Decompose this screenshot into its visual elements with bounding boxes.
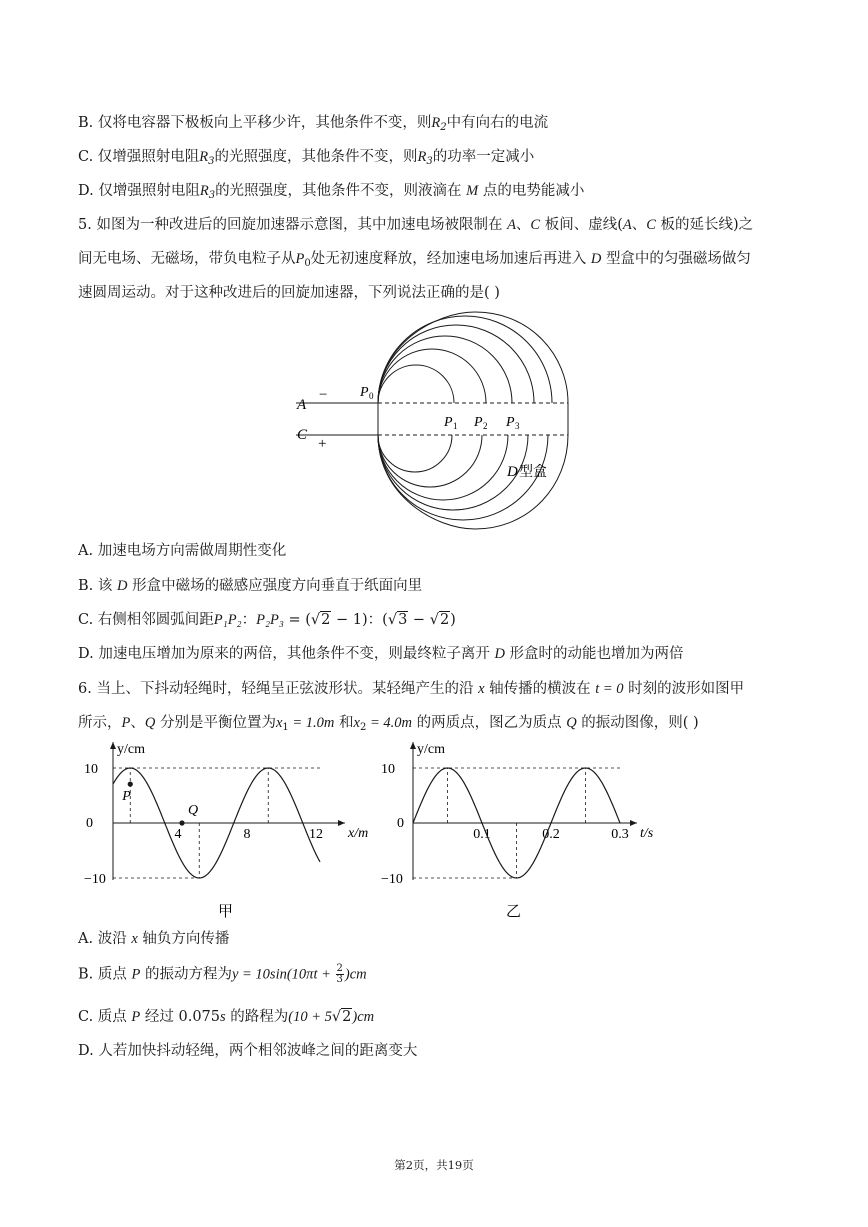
q4-option-b: B. 仅将电容器下极板向上平移少许，其他条件不变，则$R_2$中有向右的电流: [78, 115, 549, 133]
plate-c-label: C: [297, 427, 308, 443]
svg-text:1: 1: [453, 421, 458, 431]
origin-label: 0: [397, 816, 404, 831]
q6-option-d: D. 人若加快抖动轻绳，两个相邻波峰之间的距离变大: [78, 1043, 418, 1059]
svg-text:P: P: [474, 415, 483, 430]
x-tick-label: 0.3: [611, 827, 629, 842]
q5-option-a: A. 加速电场方向需做周期性变化: [78, 543, 287, 559]
q5-stem-line3: 速圆周运动。对于这种改进后的回旋加速器，下列说法正确的是( ): [78, 285, 500, 301]
p3-label: [505, 415, 520, 431]
p1-label: [443, 415, 458, 431]
svg-text:P: P: [506, 415, 515, 430]
svg-text:D: D: [507, 464, 518, 480]
point-label-q: Q: [188, 803, 199, 818]
q4-option-c: C. 仅增强照射电阻$R_3$的光照强度，其他条件不变，则$R_3$的功率一定减小: [78, 149, 535, 167]
x-tick-label: 4: [174, 827, 182, 842]
chart-title-yi: 乙: [506, 904, 522, 920]
y-tick-label: −10: [381, 872, 403, 887]
x-tick-label: 0.2: [542, 827, 560, 842]
y-tick-label: 10: [84, 762, 98, 777]
y-tick-label: 10: [381, 762, 395, 777]
q5-stem-line1: 5. 如图为一种改进后的回旋加速器示意图，其中加速电场被限制在 A、C 板间、虚线(A、C 板的延长线)之: [78, 217, 754, 233]
point-q: [179, 820, 184, 825]
origin-label: 0: [86, 816, 93, 831]
plate-a-label: A: [297, 397, 307, 413]
svg-text:型盒: 型盒: [519, 465, 547, 480]
svg-text:0: 0: [369, 391, 374, 401]
x-axis-label: t/s: [640, 826, 654, 841]
q6-option-b: B. 质点 P 的振动方程为y = 10sin(10πt + $\frac{2}{3}$ )cm: [78, 963, 367, 985]
x-axis-label: x/m: [348, 826, 369, 841]
q6-option-a: A. 波沿 x 轴负方向传播: [78, 931, 230, 947]
x-tick-label: 8: [243, 827, 251, 842]
q5-option-c: C. 右侧相邻圆弧间距P₁P₂：P₂P₃ = (√2 − 1)：(√3 − √2): [78, 612, 456, 628]
y-axis-label: y/cm: [417, 742, 445, 757]
page-footer: 第2页，共19页: [394, 1158, 474, 1172]
x-tick-label: 12: [309, 827, 323, 842]
q6-stem-line1: 6. 当上、下抖动轻绳时，轻绳呈正弦波形状。某轻绳产生的沿 x 轴传播的横波在 t = 0 时刻的波形如图甲: [78, 681, 745, 697]
q5-option-d: D. 加速电压增加为原来的两倍，其他条件不变，则最终粒子离开 D 形盒时的动能也增加为两倍: [78, 646, 684, 662]
q6-stem-line2: 所示，P、Q 分别是平衡位置为$x_1 = 1.0m$ 和$x_2 = 4.0m$ 的两质点，图乙为质点 Q 的振动图像，则( ): [78, 715, 699, 733]
y-axis-label: y/cm: [117, 742, 145, 757]
q4-option-d: D. 仅增强照射电阻$R_3$的光照强度，其他条件不变，则液滴在 M 点的电势能减小: [78, 183, 585, 201]
y-tick-label: −10: [84, 872, 106, 887]
vibration-chart-yi: [375, 736, 695, 922]
q5-stem-line2: 间无电场、无磁场，带负电粒子从$P_0$处无初速度释放，经加速电场加速后再进入 D 型盒中的匀强磁场做匀: [78, 251, 751, 269]
chart-title-jia: 甲: [218, 904, 234, 920]
svg-text:2: 2: [483, 421, 488, 431]
plus-sign: +: [318, 436, 327, 452]
svg-text:P: P: [360, 385, 369, 400]
x-tick-label: 0.1: [473, 827, 491, 842]
point-p: [128, 782, 133, 787]
p2-label: [473, 415, 488, 431]
point-label-p: P: [122, 789, 131, 805]
p0-label: [359, 385, 374, 401]
wave-chart-jia: [78, 736, 378, 922]
svg-text:P: P: [444, 415, 453, 430]
minus-sign: −: [319, 387, 328, 403]
cyclotron-diagram: [285, 305, 605, 537]
d-box-label: [506, 463, 547, 480]
svg-text:3: 3: [515, 421, 520, 431]
q5-option-b: B. 该 D 形盒中磁场的磁感应强度方向垂直于纸面向里: [78, 578, 423, 594]
q6-option-c: C. 质点 P 经过 0.075s 的路程为(10 + 5√2)cm: [78, 1009, 375, 1025]
